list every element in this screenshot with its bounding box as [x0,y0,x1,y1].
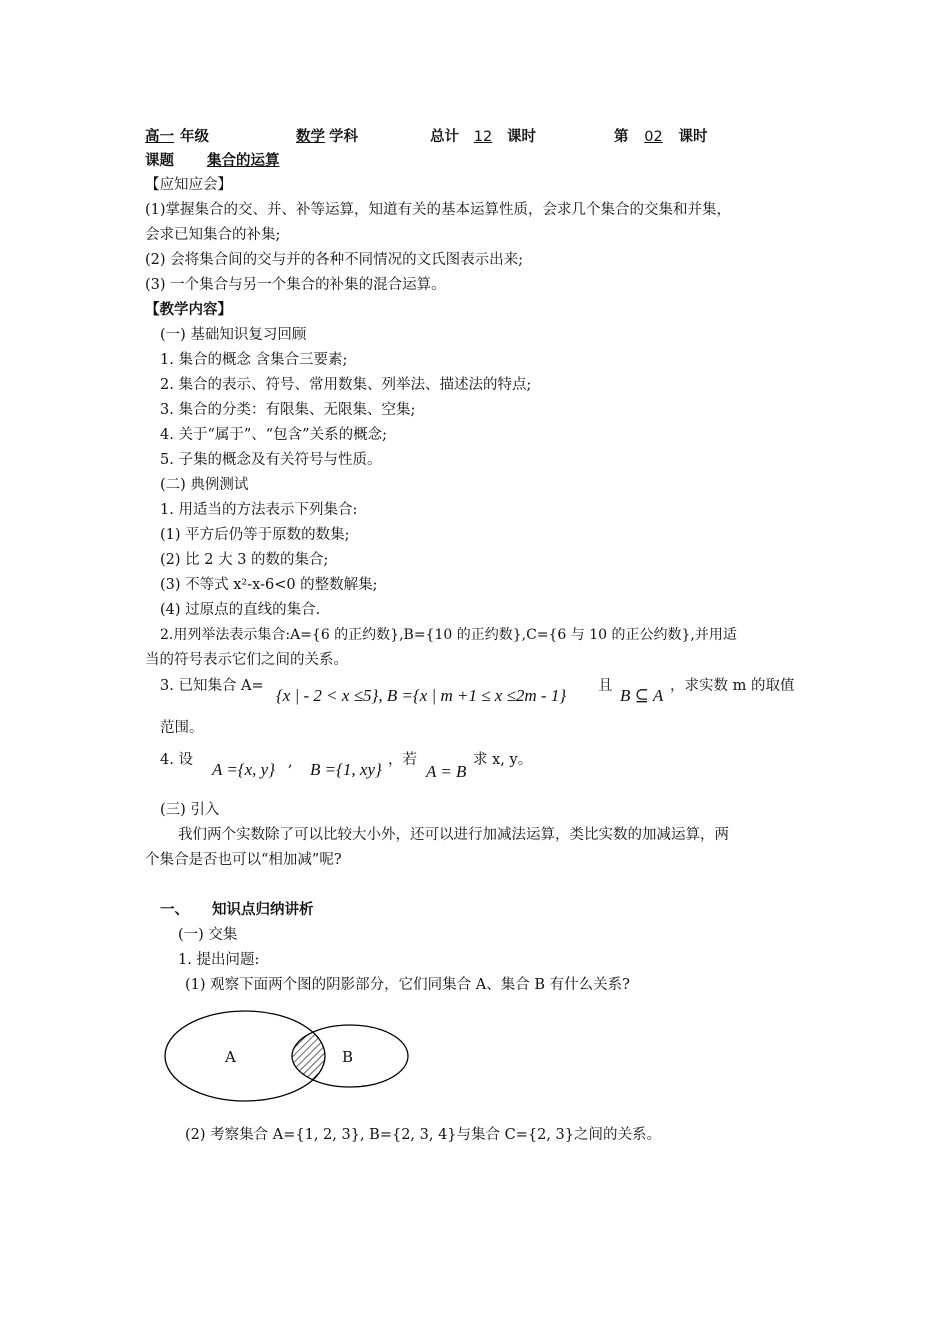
know-line-1: (1)掌握集合的交、并、补等运算，知道有关的基本运算性质，会求几个集合的交集和并集， [145,202,732,218]
example-4-comma: , [288,754,293,770]
review-item-1: 1. 集合的概念 含集合三要素; [160,352,348,368]
example-1-item-4: (4) 过原点的直线的集合. [160,602,321,618]
know-title: 【应知应会】 [145,177,232,193]
know-line-4: (3) 一个集合与另一个集合的补集的混合运算。 [145,277,446,293]
question-1: (1) 观察下面两个图的阴影部分，它们同集合 A、集合 B 有什么关系? [185,977,630,993]
nth-field [614,127,708,147]
example-1-item-3: (3) 不等式 x²-x-6<0 的整数解集; [160,577,378,593]
review-item-5: 5. 子集的概念及有关符号与性质。 [160,452,382,468]
example-4-prefix: 4. 设 [160,752,193,768]
review-item-2: 2. 集合的表示、符号、常用数集、列举法、描述法的特点; [160,377,532,393]
review-item-3: 3. 集合的分类：有限集、无限集、空集; [160,402,416,418]
venn-label-b: B [342,1048,354,1066]
nth-unit: 课时 [678,129,708,145]
intro-title: (三) 引入 [160,802,220,818]
example-3-math: {x | - 2 < x ≤5}, B ={x | m +1 ≤ x ≤2m - 1} [276,686,567,705]
intersection-title: (一) 交集 [178,927,238,943]
total-label: 总计 [430,129,459,145]
topic-label: 课题 [145,153,174,169]
example-2-line-1: 2.用列举法表示集合:A={6 的正约数},B={10 的正约数},C={6 与 10 的正公约数},并用适 [160,627,737,643]
review-title: (一) 基础知识复习回顾 [160,327,307,343]
total-unit: 课时 [507,129,536,145]
example-1: 1. 用适当的方法表示下列集合: [160,502,358,518]
know-line-3: (2) 会将集合间的交与并的各种不同情况的文氏图表示出来; [145,252,524,268]
example-4-math-1: A ={x, y} [212,760,275,779]
know-line-2: 会求已知集合的补集; [145,227,281,243]
question-title: 1. 提出问题: [178,952,260,968]
example-1-item-2: (2) 比 2 大 3 的数的集合; [160,552,329,568]
subject-field [296,127,358,147]
nth-value: 02 [644,129,663,145]
example-3-suffix: ，求实数 m 的取值 [670,678,795,694]
topic-line [145,151,327,171]
content-title: 【教学内容】 [145,302,232,318]
section-title: 知识点归纳讲析 [212,902,314,918]
example-3-prefix: 3. 已知集合 A= [160,678,264,694]
example-4-math-2: B ={1, xy} [310,760,382,779]
example-3-line-2: 范围。 [160,720,204,736]
example-3-math-2: B ⊆ A [620,686,664,705]
nth-label: 第 [614,129,629,145]
header-line [145,127,209,147]
example-4-math-3: A = B [426,762,467,781]
topic-value: 集合的运算 [207,153,280,169]
example-2-line-2: 当的符号表示它们之间的关系。 [145,652,348,668]
subject-value: 数学 [296,129,325,145]
example-1-item-1: (1) 平方后仍等于原数的数集; [160,527,350,543]
grade-value: 高一 [145,129,174,145]
venn-diagram [160,1005,420,1115]
question-2: (2) 考察集合 A={1, 2, 3}, B={2, 3, 4}与集合 C={2, 3}之间的关系。 [185,1127,661,1143]
examples-title: (二) 典例测试 [160,477,249,493]
total-field [430,127,536,147]
intro-line-1: 我们两个实数除了可以比较大小外，还可以进行加减法运算，类比实数的加减运算，两 [178,827,729,843]
intro-line-2: 个集合是否也可以“相加减”呢? [145,852,342,868]
example-4-if: ，若 [388,752,417,768]
total-value: 12 [473,129,493,145]
example-4-suffix: 求 x, y。 [473,752,533,768]
venn-label-a: A [225,1048,236,1066]
review-item-4: 4. 关于“属于”、“包含”关系的概念; [160,427,387,443]
example-3-and: 且 [598,678,613,694]
grade-label: 年级 [180,129,209,145]
section-number: 一、 [160,902,189,918]
subject-label: 学科 [329,129,358,145]
